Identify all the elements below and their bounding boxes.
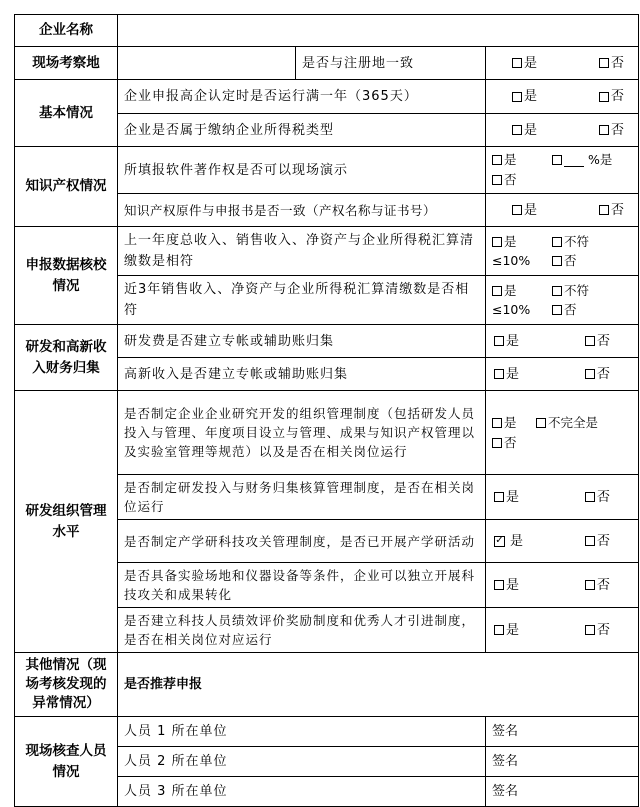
row-company-name bbox=[15, 15, 639, 47]
option-no[interactable]: 否 bbox=[585, 531, 610, 552]
option-yes[interactable]: 是 bbox=[494, 487, 519, 508]
org-q5-options bbox=[486, 608, 639, 653]
checkbox-icon bbox=[536, 418, 546, 428]
site-value[interactable] bbox=[118, 47, 296, 80]
option-mismatch[interactable]: 不符 bbox=[552, 232, 632, 251]
data-label: 申报数据核校情况 bbox=[15, 227, 118, 325]
row-data-1 bbox=[15, 227, 639, 276]
recommend-label: 是否推荐申报 bbox=[118, 653, 639, 717]
site-options bbox=[486, 47, 639, 80]
option-yes[interactable]: 是 bbox=[492, 281, 552, 300]
option-yes[interactable]: 是 bbox=[494, 331, 519, 352]
staff3-unit[interactable]: 人员 3 所在单位 bbox=[118, 777, 486, 807]
checkbox-icon bbox=[494, 580, 504, 590]
checkbox-icon bbox=[552, 286, 562, 296]
company-name-value[interactable] bbox=[118, 15, 639, 47]
staff1-unit[interactable]: 人员 1 所在单位 bbox=[118, 717, 486, 747]
row-staff-1 bbox=[15, 717, 639, 747]
checkbox-icon bbox=[492, 175, 502, 185]
checkbox-icon bbox=[494, 492, 504, 502]
org-q3-options bbox=[486, 520, 639, 563]
org-q1: 是否制定企业企业研究开发的组织管理制度（包括研发人员投入与管理、年度项目设立与管理、成果与知识产权管理以及实验室管理等规范）以及是否在相关岗位运行 bbox=[118, 391, 486, 475]
checkbox-icon bbox=[585, 492, 595, 502]
option-no[interactable]: 否 bbox=[492, 170, 632, 190]
basic-q2: 企业是否属于缴纳企业所得税类型 bbox=[118, 114, 486, 147]
option-incomplete[interactable]: 不完全是 bbox=[536, 413, 598, 433]
option-partial-pct[interactable]: %是 bbox=[552, 150, 612, 170]
option-no[interactable]: 否 bbox=[585, 331, 610, 352]
rd-fin-q1-options bbox=[486, 325, 639, 358]
checkbox-icon bbox=[599, 125, 609, 135]
basic-q2-options bbox=[486, 114, 639, 147]
option-no[interactable]: 否 bbox=[599, 120, 624, 141]
org-q5: 是否建立科技人员绩效评价奖励制度和优秀人才引进制度，是否在相关岗位对应运行 bbox=[118, 608, 486, 653]
data-q1: 上一年度总收入、销售收入、净资产与企业所得税汇算清缴数是相符 bbox=[118, 227, 486, 276]
option-no[interactable]: 否 bbox=[599, 86, 624, 107]
option-yes-checked[interactable]: ✓ 是 bbox=[495, 533, 524, 549]
verification-form bbox=[14, 14, 639, 807]
option-yes[interactable]: 是 bbox=[492, 150, 552, 170]
basic-q1: 企业申报高企认定时是否运行满一年（365天） bbox=[118, 80, 486, 114]
org-q4: 是否具备实验场地和仪器设备等条件，企业可以独立开展科技攻关和成果转化 bbox=[118, 563, 486, 608]
company-name-label: 企业名称 bbox=[15, 15, 118, 47]
data-q1-options bbox=[486, 227, 639, 276]
staff1-sign[interactable]: 签名 bbox=[486, 717, 639, 747]
checkbox-icon bbox=[585, 336, 595, 346]
option-yes[interactable]: 是 bbox=[512, 200, 537, 221]
ip-q2: 知识产权原件与申报书是否一致（产权名称与证书号） bbox=[118, 194, 486, 227]
checkbox-icon bbox=[585, 580, 595, 590]
option-no[interactable]: 否 bbox=[585, 620, 610, 641]
option-yes[interactable]: 是 bbox=[492, 413, 536, 433]
checkbox-icon bbox=[494, 625, 504, 635]
row-org-1 bbox=[15, 391, 639, 475]
row-other bbox=[15, 653, 639, 717]
basic-q1-options bbox=[486, 80, 639, 114]
option-no[interactable]: 否 bbox=[599, 53, 624, 74]
row-ip-1 bbox=[15, 147, 639, 194]
staff2-sign[interactable]: 签名 bbox=[486, 747, 639, 777]
checkbox-icon bbox=[552, 305, 562, 315]
option-yes[interactable]: 是 bbox=[494, 575, 519, 596]
org-q3: 是否制定产学研科技攻关管理制度，是否已开展产学研活动 bbox=[118, 520, 486, 563]
checkbox-icon bbox=[585, 369, 595, 379]
checkbox-icon bbox=[492, 286, 502, 296]
checkbox-icon bbox=[492, 155, 502, 165]
option-yes[interactable]: 是 bbox=[512, 53, 537, 74]
rd-fin-q2-options bbox=[486, 358, 639, 391]
checkbox-icon bbox=[552, 256, 562, 266]
checkbox-icon bbox=[599, 58, 609, 68]
option-yes[interactable]: 是 bbox=[492, 232, 552, 251]
option-yes[interactable]: 是 bbox=[494, 620, 519, 641]
checkbox-icon bbox=[552, 155, 562, 165]
checkbox-icon bbox=[492, 438, 502, 448]
checkbox-icon bbox=[599, 92, 609, 102]
row-site bbox=[15, 47, 639, 80]
rd-fin-q1: 研发费是否建立专帐或辅助账归集 bbox=[118, 325, 486, 358]
site-question: 是否与注册地一致 bbox=[296, 47, 486, 80]
ip-q1-options bbox=[486, 147, 639, 194]
data-q2-options bbox=[486, 276, 639, 325]
org-q4-options bbox=[486, 563, 639, 608]
row-basic-1 bbox=[15, 80, 639, 114]
site-label: 现场考察地 bbox=[15, 47, 118, 80]
row-rdfin-1 bbox=[15, 325, 639, 358]
other-label: 其他情况（现场考核发现的异常情况） bbox=[15, 653, 118, 717]
checkbox-icon bbox=[585, 625, 595, 635]
checkbox-icon bbox=[512, 58, 522, 68]
checkbox-icon bbox=[512, 92, 522, 102]
option-mismatch[interactable]: 不符 bbox=[552, 281, 632, 300]
rd-fin-label: 研发和高新收入财务归集 bbox=[15, 325, 118, 391]
checkbox-icon bbox=[494, 369, 504, 379]
option-yes[interactable]: 是 bbox=[512, 120, 537, 141]
checkbox-icon bbox=[512, 205, 522, 215]
option-no[interactable]: 否 bbox=[599, 200, 624, 221]
staff2-unit[interactable]: 人员 2 所在单位 bbox=[118, 747, 486, 777]
option-no[interactable]: 否 bbox=[585, 364, 610, 385]
option-no[interactable]: 否 bbox=[552, 300, 632, 319]
le10-label: ≤10% bbox=[492, 253, 531, 268]
ip-q2-options bbox=[486, 194, 639, 227]
option-no[interactable]: 否 bbox=[492, 433, 632, 453]
staff-label: 现场核查人员情况 bbox=[15, 717, 118, 807]
checkbox-icon bbox=[599, 205, 609, 215]
checkbox-icon bbox=[494, 336, 504, 346]
checkbox-icon bbox=[512, 125, 522, 135]
option-yes[interactable]: 是 bbox=[494, 364, 519, 385]
checkbox-icon bbox=[492, 418, 502, 428]
checkbox-icon bbox=[585, 536, 595, 546]
checked-box-icon: ✓ bbox=[495, 535, 504, 546]
checkbox-icon bbox=[492, 237, 502, 247]
org-q2: 是否制定研发投入与财务归集核算管理制度，是否在相关岗位运行 bbox=[118, 475, 486, 520]
org-label: 研发组织管理水平 bbox=[15, 391, 118, 653]
ip-q1: 所填报软件著作权是否可以现场演示 bbox=[118, 147, 486, 194]
checkbox-icon bbox=[552, 237, 562, 247]
percent-blank[interactable] bbox=[564, 154, 584, 167]
org-q2-options bbox=[486, 475, 639, 520]
basic-label: 基本情况 bbox=[15, 80, 118, 147]
org-q1-options bbox=[486, 391, 639, 475]
option-no[interactable]: 否 bbox=[585, 575, 610, 596]
le10-label: ≤10% bbox=[492, 302, 531, 317]
option-no[interactable]: 否 bbox=[585, 487, 610, 508]
staff3-sign[interactable]: 签名 bbox=[486, 777, 639, 807]
option-no[interactable]: 否 bbox=[552, 251, 632, 270]
ip-label: 知识产权情况 bbox=[15, 147, 118, 227]
option-yes[interactable]: 是 bbox=[512, 86, 537, 107]
rd-fin-q2: 高新收入是否建立专帐或辅助账归集 bbox=[118, 358, 486, 391]
data-q2: 近3年销售收入、净资产与企业所得税汇算清缴数是否相符 bbox=[118, 276, 486, 325]
